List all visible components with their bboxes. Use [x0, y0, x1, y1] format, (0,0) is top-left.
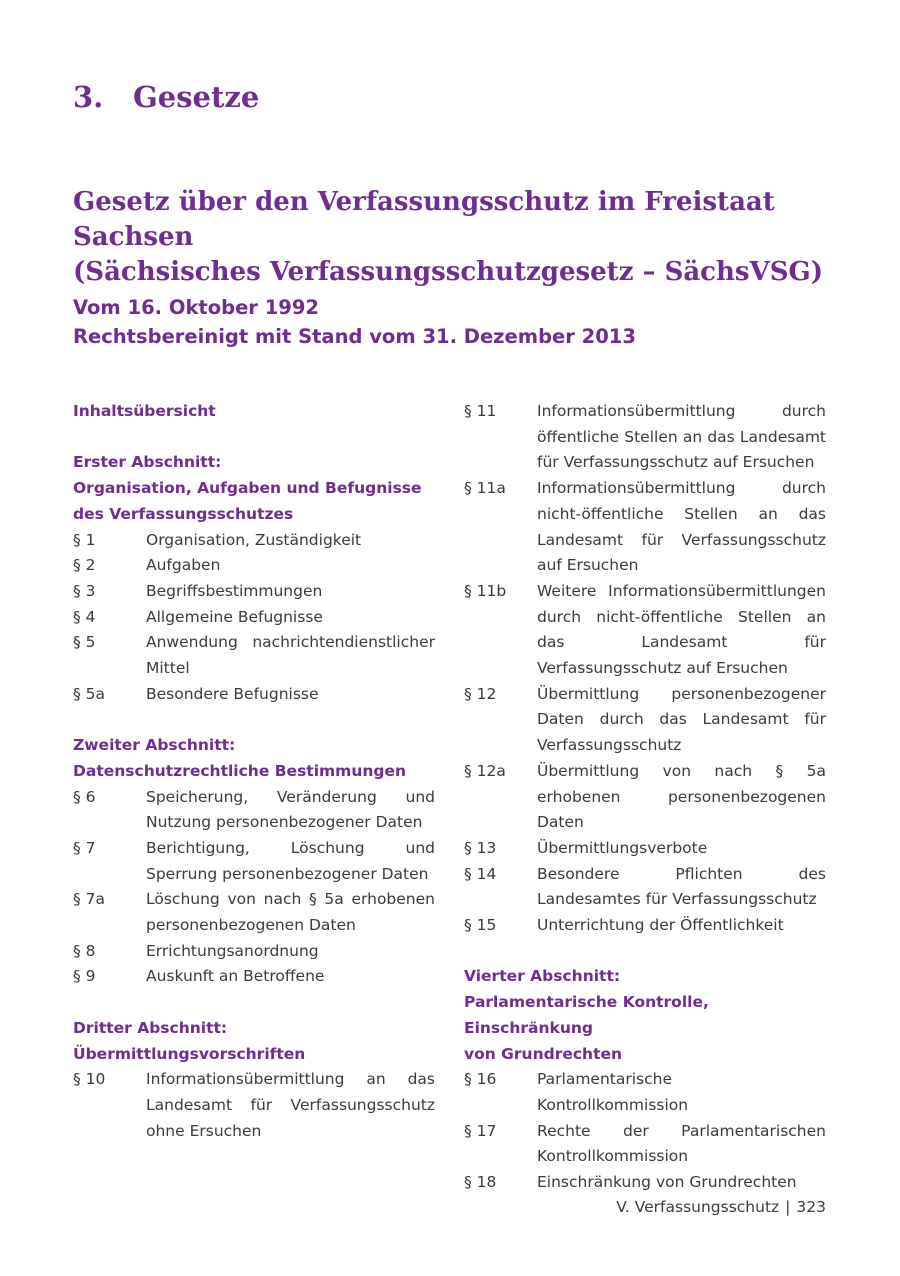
section-name-cont: des Verfassungsschutzes [73, 504, 294, 523]
toc-entry [464, 1119, 826, 1170]
section-title-1 [73, 450, 435, 527]
paragraph-title: Löschung von nach § 5a erhobenen personenbezogenen Daten [146, 890, 435, 935]
toc-entry [73, 605, 435, 631]
paragraph-number: § 15 [464, 916, 497, 935]
toc-entry [73, 579, 435, 605]
paragraph-number: § 7 [73, 838, 96, 857]
paragraph-number: § 16 [464, 1070, 497, 1089]
toc-entry [73, 964, 435, 990]
paragraph-number: § 11a [464, 479, 506, 498]
chapter-heading [73, 80, 259, 114]
paragraph-title: Auskunft an Betroffene [146, 967, 325, 986]
paragraph-title: Übermittlungsverbote [537, 838, 708, 857]
law-date-line-1: Vom 16. Oktober 1992 [73, 296, 319, 319]
paragraph-number: § 18 [464, 1173, 497, 1192]
toc-entry [73, 1067, 435, 1144]
toc-entry [464, 1067, 826, 1118]
toc-left-column [73, 399, 435, 1144]
toc-entry [464, 862, 826, 913]
page-number: 323 [796, 1198, 826, 1216]
section-name: Übermittlungsvorschriften [73, 1044, 306, 1063]
toc-entry [464, 399, 826, 476]
toc-entry [464, 759, 826, 836]
paragraph-number: § 14 [464, 864, 497, 883]
toc-entry [73, 630, 435, 681]
paragraph-title: Informationsübermittlung an das Landesamt für Verfassungsschutz ohne Ersuchen [146, 1070, 435, 1140]
paragraph-number: § 2 [73, 556, 96, 575]
law-title-line-2: (Sächsisches Verfassungsschutzgesetz – SächsVSG) [73, 257, 824, 287]
paragraph-title: Speicherung, Veränderung und Nutzung personenbezogener Daten [146, 787, 435, 832]
paragraph-number: § 10 [73, 1070, 106, 1089]
toc-entry [73, 887, 435, 938]
paragraph-number: § 12a [464, 761, 506, 780]
chapter-number: 3. [73, 80, 104, 114]
section-name: Parlamentarische Kontrolle, Einschränkung [464, 993, 709, 1037]
law-date [73, 293, 636, 351]
paragraph-number: § 3 [73, 581, 96, 600]
page-footer [616, 1198, 826, 1216]
paragraph-number: § 11 [464, 402, 497, 420]
section-name: Datenschutzrechtliche Bestimmungen [73, 761, 407, 780]
paragraph-number: § 17 [464, 1121, 497, 1140]
paragraph-number: § 12 [464, 684, 497, 703]
paragraph-title: Übermittlung personenbezogener Daten durch das Landesamt für Verfassungsschutz [537, 684, 826, 755]
toc-entry [73, 939, 435, 965]
paragraph-title: Weitere Informationsübermittlungen durch nicht-öffentliche Stellen an das Landesamt für Verfassungsschutz auf Ersuchen [537, 581, 826, 678]
paragraph-title: Errichtungsanordnung [146, 941, 319, 960]
paragraph-number: § 5a [73, 684, 106, 703]
paragraph-title: Informationsübermittlung durch öffentliche Stellen an das Landesamt für Verfassungsschutz auf Ersuchen [537, 402, 826, 472]
toc-right-column [464, 399, 826, 1196]
section-label: Erster Abschnitt: [73, 453, 222, 472]
law-title [73, 185, 863, 290]
toc-heading: Inhaltsübersicht [73, 402, 216, 420]
section-title-2 [73, 733, 435, 784]
paragraph-title: Allgemeine Befugnisse [146, 607, 323, 626]
law-title-line-1: Gesetz über den Verfassungsschutz im Freistaat Sachsen [73, 187, 775, 252]
law-date-line-2: Rechtsbereinigt mit Stand vom 31. Dezember 2013 [73, 325, 636, 348]
toc-entry [464, 1170, 826, 1196]
paragraph-title: Parlamentarische Kontrollkommission [537, 1070, 689, 1114]
paragraph-title: Rechte der Parlamentarischen Kontrollkommission [537, 1121, 826, 1166]
toc-entry [464, 913, 826, 939]
toc-entry [464, 682, 826, 759]
toc-entry [73, 682, 435, 708]
footer-section: V. Verfassungsschutz [616, 1198, 780, 1216]
toc-entry [464, 836, 826, 862]
paragraph-title: Unterrichtung der Öffentlichkeit [537, 916, 784, 935]
paragraph-number: § 6 [73, 787, 96, 806]
section-title-3 [73, 1016, 435, 1067]
paragraph-title: Übermittlung von nach § 5a erhobenen personenbezogenen Daten [537, 761, 826, 832]
section-label: Dritter Abschnitt: [73, 1018, 228, 1037]
footer-separator: | [785, 1198, 791, 1216]
paragraph-title: Besondere Pflichten des Landesamtes für Verfassungsschutz [537, 864, 826, 909]
paragraph-title: Aufgaben [146, 556, 221, 575]
toc-entry [73, 553, 435, 579]
paragraph-title: Einschränkung von Grundrechten [537, 1173, 797, 1192]
paragraph-number: § 5 [73, 633, 96, 652]
paragraph-title: Anwendung nachrichtendienstlicher Mittel [146, 633, 435, 678]
section-title-4 [464, 964, 826, 1067]
paragraph-title: Begriffsbestimmungen [146, 581, 323, 600]
chapter-title: Gesetze [133, 80, 260, 114]
section-label: Vierter Abschnitt: [464, 967, 621, 986]
paragraph-title: Informationsübermittlung durch nicht-öffentliche Stellen an das Landesamt für Verfassungsschutz auf Ersuchen [537, 479, 826, 575]
toc-entry [73, 836, 435, 887]
paragraph-number: § 4 [73, 607, 96, 626]
toc-entry [464, 579, 826, 682]
paragraph-number: § 1 [73, 530, 96, 549]
paragraph-title: Organisation, Zuständigkeit [146, 530, 362, 549]
section-name-cont: von Grundrechten [464, 1044, 623, 1063]
paragraph-number: § 13 [464, 838, 497, 857]
toc-entry [73, 528, 435, 554]
section-name: Organisation, Aufgaben und Befugnisse [73, 479, 422, 498]
paragraph-title: Berichtigung, Löschung und Sperrung personenbezogener Daten [146, 838, 435, 883]
toc-entry [73, 785, 435, 836]
paragraph-title: Besondere Befugnisse [146, 684, 319, 703]
toc-entry [464, 476, 826, 579]
section-label: Zweiter Abschnitt: [73, 736, 236, 755]
paragraph-number: § 11b [464, 581, 507, 600]
paragraph-number: § 9 [73, 967, 96, 986]
paragraph-number: § 7a [73, 890, 106, 909]
paragraph-number: § 8 [73, 941, 96, 960]
